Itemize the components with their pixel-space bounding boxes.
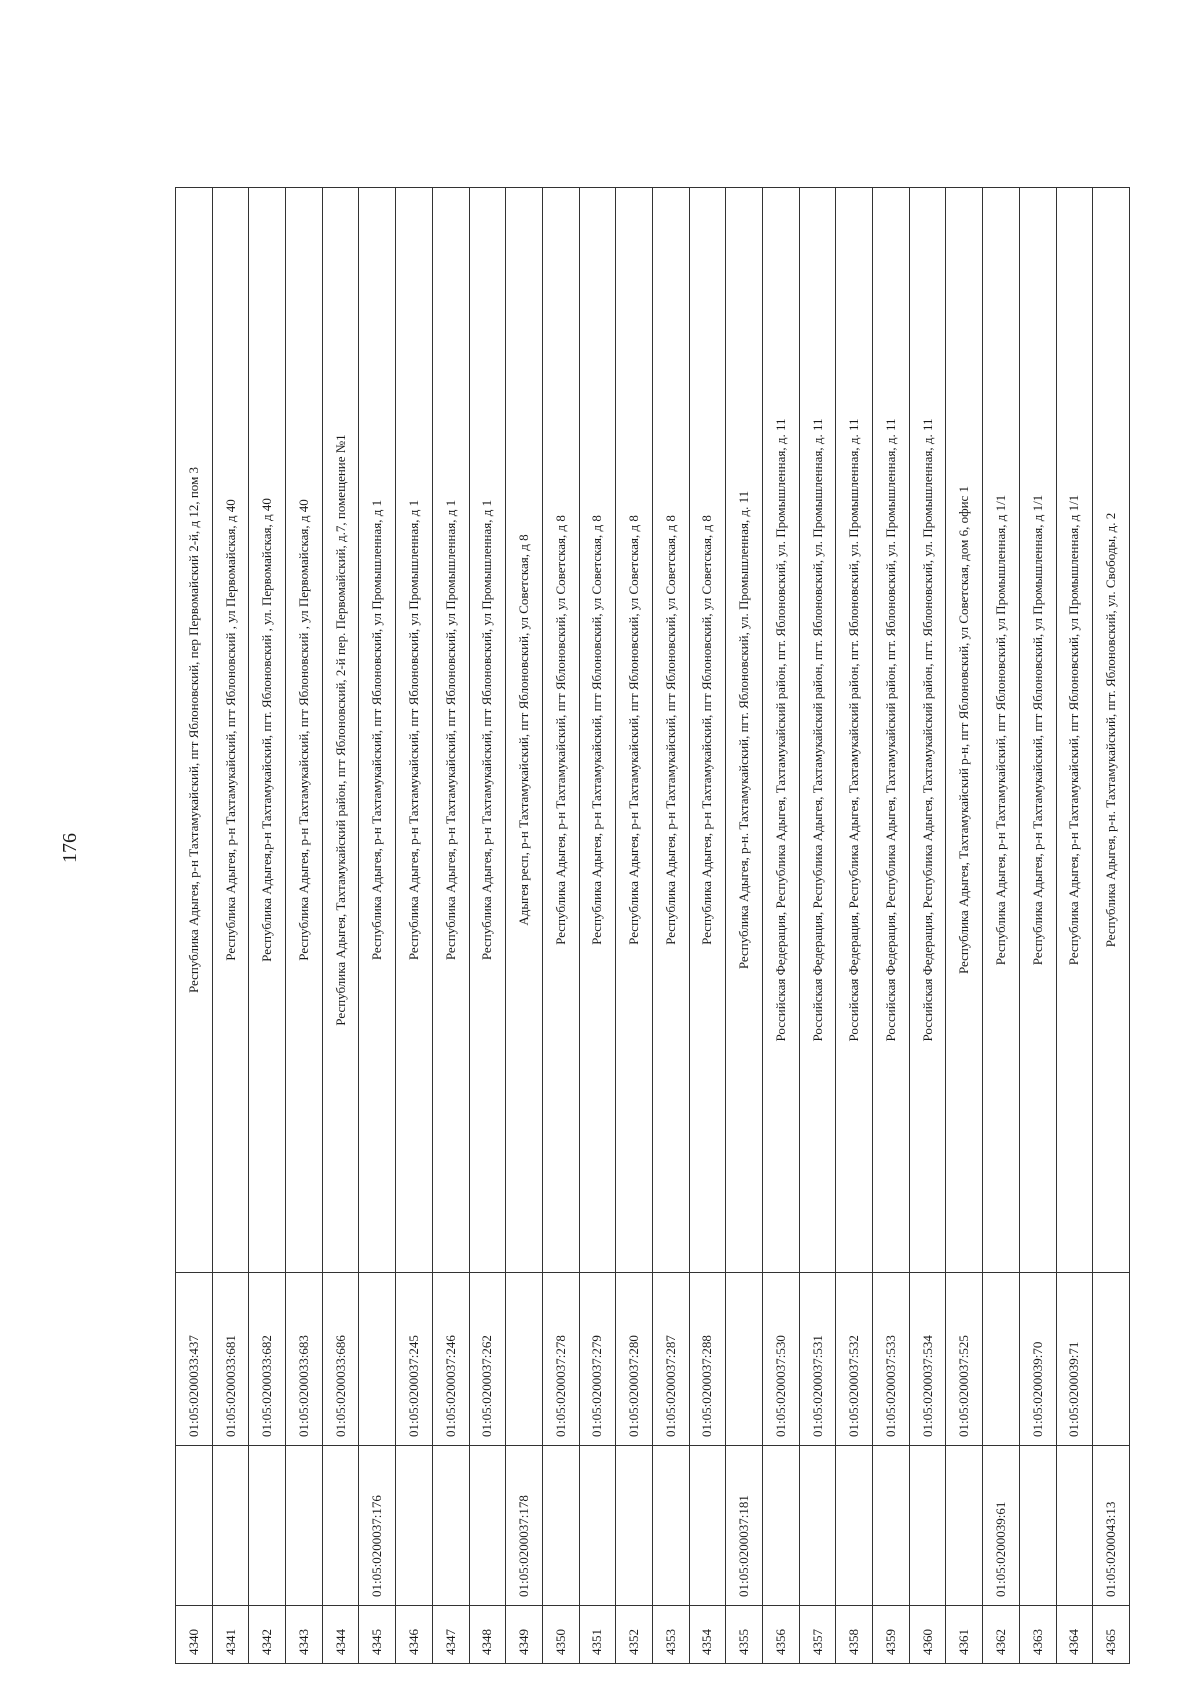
cadastral-number-cell: 01:05:0200037:530 <box>763 1273 800 1446</box>
row-number-cell: 4350 <box>542 1606 579 1664</box>
cadastral-number-cell: 01:05:0200037:287 <box>652 1273 689 1446</box>
table-row <box>652 188 689 1664</box>
row-number-cell: 4354 <box>689 1606 726 1664</box>
registry-table <box>175 187 1130 1664</box>
cadastral-number-cell <box>726 1273 763 1446</box>
row-number-cell: 4364 <box>1056 1606 1093 1664</box>
address-cell: Республика Адыгея, р-н Тахтамукайский, пгт Яблоновский, ул Советская, д 8 <box>616 188 653 1273</box>
table-row <box>909 188 946 1664</box>
parent-cadastral-cell: 01:05:0200037:181 <box>726 1446 763 1606</box>
table-row <box>616 188 653 1664</box>
table-row <box>542 188 579 1664</box>
cadastral-number-cell: 01:05:0200037:262 <box>469 1273 506 1446</box>
cadastral-number-cell: 01:05:0200037:245 <box>396 1273 433 1446</box>
parent-cadastral-cell <box>249 1446 286 1606</box>
address-cell: Республика Адыгея, р-н Тахтамукайский, пгт Яблоновский, ул Промышленная, д 1 <box>359 188 396 1273</box>
row-number-cell: 4349 <box>506 1606 543 1664</box>
parent-cadastral-cell <box>579 1446 616 1606</box>
cadastral-number-cell: 01:05:0200033:437 <box>176 1273 213 1446</box>
parent-cadastral-cell <box>542 1446 579 1606</box>
parent-cadastral-cell <box>799 1446 836 1606</box>
cadastral-number-cell: 01:05:0200033:686 <box>322 1273 359 1446</box>
table-row <box>763 188 800 1664</box>
row-number-cell: 4361 <box>946 1606 983 1664</box>
address-cell: Республика Адыгея, р-н Тахтамукайский, пгт Яблоновский, ул Промышленная, д 1/1 <box>983 188 1020 1273</box>
address-cell: Республика Адыгея, р-н. Тахтамукайский, пгт. Яблоновский, ул. Промышленная, д. 11 <box>726 188 763 1273</box>
row-number-cell: 4355 <box>726 1606 763 1664</box>
parent-cadastral-cell <box>873 1446 910 1606</box>
cadastral-number-cell: 01:05:0200033:683 <box>286 1273 323 1446</box>
row-number-cell: 4359 <box>873 1606 910 1664</box>
table-row <box>396 188 433 1664</box>
address-cell: Российская Федерация, Республика Адыгея, Тахтамукайский район, пгт. Яблоновский, ул. Промышленная, д. 11 <box>873 188 910 1273</box>
cadastral-number-cell: 01:05:0200037:525 <box>946 1273 983 1446</box>
table-row <box>1093 188 1130 1664</box>
parent-cadastral-cell <box>1056 1446 1093 1606</box>
address-cell: Республика Адыгея, р-н. Тахтамукайский, пгт. Яблоновский, ул. Свободы, д. 2 <box>1093 188 1130 1273</box>
row-number-cell: 4347 <box>432 1606 469 1664</box>
table-row <box>506 188 543 1664</box>
table-row <box>176 188 213 1664</box>
cadastral-number-cell: 01:05:0200037:246 <box>432 1273 469 1446</box>
parent-cadastral-cell <box>212 1446 249 1606</box>
table-row <box>983 188 1020 1664</box>
parent-cadastral-cell <box>432 1446 469 1606</box>
cadastral-number-cell: 01:05:0200037:533 <box>873 1273 910 1446</box>
address-cell: Российская Федерация, Республика Адыгея, Тахтамукайский район, пгт. Яблоновский, ул. Промышленная, д. 11 <box>763 188 800 1273</box>
row-number-cell: 4358 <box>836 1606 873 1664</box>
table-row <box>286 188 323 1664</box>
cadastral-number-cell <box>983 1273 1020 1446</box>
cadastral-number-cell: 01:05:0200039:70 <box>1019 1273 1056 1446</box>
address-cell: Российская Федерация, Республика Адыгея, Тахтамукайский район, пгт. Яблоновский, ул. Промышленная, д. 11 <box>836 188 873 1273</box>
address-cell: Республика Адыгея, р-н Тахтамукайский, пгт Яблоновский, ул Советская, д 8 <box>652 188 689 1273</box>
row-number-cell: 4351 <box>579 1606 616 1664</box>
parent-cadastral-cell: 01:05:0200039:61 <box>983 1446 1020 1606</box>
parent-cadastral-cell <box>946 1446 983 1606</box>
row-number-cell: 4360 <box>909 1606 946 1664</box>
row-number-cell: 4362 <box>983 1606 1020 1664</box>
parent-cadastral-cell <box>909 1446 946 1606</box>
table-row <box>359 188 396 1664</box>
table-row <box>726 188 763 1664</box>
cadastral-number-cell <box>506 1273 543 1446</box>
cadastral-number-cell: 01:05:0200037:532 <box>836 1273 873 1446</box>
table-row <box>469 188 506 1664</box>
table-row <box>212 188 249 1664</box>
table-row <box>836 188 873 1664</box>
cadastral-number-cell: 01:05:0200037:288 <box>689 1273 726 1446</box>
row-number-cell: 4363 <box>1019 1606 1056 1664</box>
row-number-cell: 4352 <box>616 1606 653 1664</box>
parent-cadastral-cell: 01:05:0200043:13 <box>1093 1446 1130 1606</box>
address-cell: Республика Адыгея, р-н Тахтамукайский, пгт Яблоновский , ул Первомайская, д 40 <box>212 188 249 1273</box>
registry-table-container <box>175 188 1130 1664</box>
table-row <box>946 188 983 1664</box>
parent-cadastral-cell: 01:05:0200037:178 <box>506 1446 543 1606</box>
address-cell: Республика Адыгея, р-н Тахтамукайский, пгт Яблоновский, ул Советская, д 8 <box>579 188 616 1273</box>
address-cell: Республика Адыгея, Тахтамукайский район, пгт Яблоновский, 2-й пер. Первомайский, д.7, помещение №1 <box>322 188 359 1273</box>
parent-cadastral-cell <box>396 1446 433 1606</box>
address-cell: Республика Адыгея, р-н Тахтамукайский, пгт Яблоновский, ул Советская, д 8 <box>689 188 726 1273</box>
table-row <box>689 188 726 1664</box>
cadastral-number-cell <box>1093 1273 1130 1446</box>
table-row <box>432 188 469 1664</box>
cadastral-number-cell: 01:05:0200033:682 <box>249 1273 286 1446</box>
page-number: 176 <box>59 833 81 863</box>
address-cell: Республика Адыгея,р-н Тахтамукайский, пгт. Яблоновский , ул. Первомайская, д 40 <box>249 188 286 1273</box>
cadastral-number-cell: 01:05:0200037:534 <box>909 1273 946 1446</box>
cadastral-number-cell: 01:05:0200037:279 <box>579 1273 616 1446</box>
address-cell: Республика Адыгея, р-н Тахтамукайский, пгт Яблоновский, ул Советская, д 8 <box>542 188 579 1273</box>
parent-cadastral-cell <box>176 1446 213 1606</box>
cadastral-number-cell <box>359 1273 396 1446</box>
parent-cadastral-cell <box>763 1446 800 1606</box>
address-cell: Российская Федерация, Республика Адыгея, Тахтамукайский район, пгт. Яблоновский, ул. Промышленная, д. 11 <box>909 188 946 1273</box>
table-row <box>1056 188 1093 1664</box>
rotated-table-frame <box>175 188 1130 1664</box>
cadastral-number-cell: 01:05:0200039:71 <box>1056 1273 1093 1446</box>
parent-cadastral-cell: 01:05:0200037:176 <box>359 1446 396 1606</box>
row-number-cell: 4357 <box>799 1606 836 1664</box>
row-number-cell: 4348 <box>469 1606 506 1664</box>
address-cell: Республика Адыгея, р-н Тахтамукайский, пгт Яблоновский, ул Промышленная, д 1 <box>469 188 506 1273</box>
address-cell: Республика Адыгея, р-н Тахтамукайский, пгт Яблоновский, ул Промышленная, д 1 <box>396 188 433 1273</box>
cadastral-number-cell: 01:05:0200033:681 <box>212 1273 249 1446</box>
row-number-cell: 4346 <box>396 1606 433 1664</box>
address-cell: Республика Адыгея, Тахтамукайский р-н, пгт Яблоновский, ул Советская, дом 6, офис 1 <box>946 188 983 1273</box>
address-cell: Республика Адыгея, р-н Тахтамукайский, пгт Яблоновский, ул Промышленная, д 1/1 <box>1019 188 1056 1273</box>
row-number-cell: 4343 <box>286 1606 323 1664</box>
address-cell: Республика Адыгея, р-н Тахтамукайский, пгт Яблоновский, пер Первомайский 2-й, д 12, пом 3 <box>176 188 213 1273</box>
table-row <box>799 188 836 1664</box>
cadastral-number-cell: 01:05:0200037:278 <box>542 1273 579 1446</box>
registry-table-body <box>176 188 1130 1664</box>
parent-cadastral-cell <box>1019 1446 1056 1606</box>
parent-cadastral-cell <box>616 1446 653 1606</box>
table-row <box>1019 188 1056 1664</box>
address-cell: Республика Адыгея, р-н Тахтамукайский, пгт Яблоновский , ул Первомайская, д 40 <box>286 188 323 1273</box>
cadastral-number-cell: 01:05:0200037:280 <box>616 1273 653 1446</box>
address-cell: Российская Федерация, Республика Адыгея, Тахтамукайский район, пгт. Яблоновский, ул. Промышленная, д. 11 <box>799 188 836 1273</box>
table-row <box>249 188 286 1664</box>
row-number-cell: 4356 <box>763 1606 800 1664</box>
parent-cadastral-cell <box>652 1446 689 1606</box>
address-cell: Республика Адыгея, р-н Тахтамукайский, пгт Яблоновский, ул Промышленная, д 1 <box>432 188 469 1273</box>
row-number-cell: 4345 <box>359 1606 396 1664</box>
row-number-cell: 4344 <box>322 1606 359 1664</box>
row-number-cell: 4365 <box>1093 1606 1130 1664</box>
parent-cadastral-cell <box>469 1446 506 1606</box>
table-row <box>873 188 910 1664</box>
table-row <box>579 188 616 1664</box>
address-cell: Республика Адыгея, р-н Тахтамукайский, пгт Яблоновский, ул Промышленная, д 1/1 <box>1056 188 1093 1273</box>
address-cell: Адыгея респ, р-н Тахтамукайский, пгт Яблоновский, ул Советская, д 8 <box>506 188 543 1273</box>
parent-cadastral-cell <box>322 1446 359 1606</box>
row-number-cell: 4341 <box>212 1606 249 1664</box>
row-number-cell: 4353 <box>652 1606 689 1664</box>
row-number-cell: 4340 <box>176 1606 213 1664</box>
parent-cadastral-cell <box>836 1446 873 1606</box>
table-row <box>322 188 359 1664</box>
parent-cadastral-cell <box>689 1446 726 1606</box>
row-number-cell: 4342 <box>249 1606 286 1664</box>
parent-cadastral-cell <box>286 1446 323 1606</box>
cadastral-number-cell: 01:05:0200037:531 <box>799 1273 836 1446</box>
